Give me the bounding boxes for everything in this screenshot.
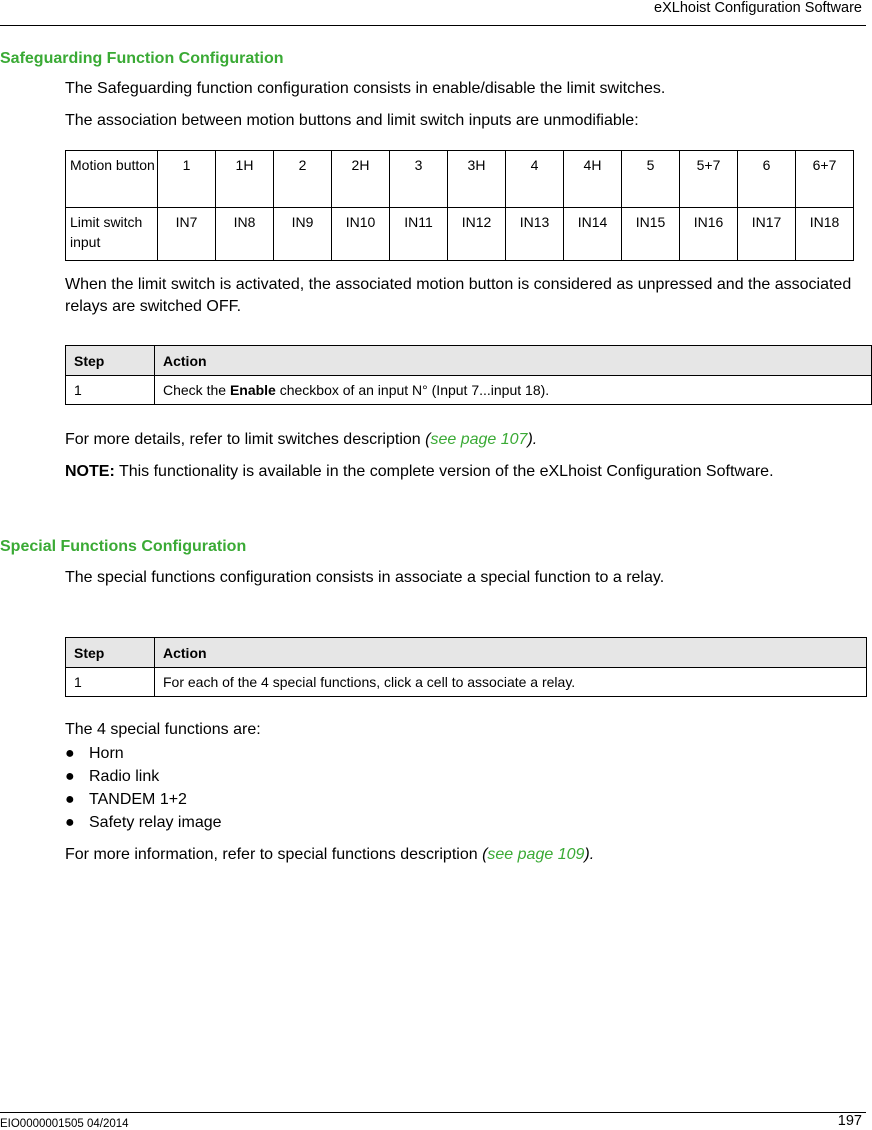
motion-button-cell: 3: [390, 151, 448, 208]
limit-input-cell: IN7: [158, 208, 216, 261]
limit-activated-text: When the limit switch is activated, the associated motion button is considered as unpressed and the associated relays are switched OFF.: [65, 276, 852, 315]
step-number: 1: [66, 668, 155, 697]
table-row: [66, 668, 867, 697]
special-functions-list: [65, 742, 222, 834]
safeguarding-heading: Safeguarding Function Configuration: [0, 50, 284, 67]
step-column-header: Step: [66, 346, 155, 376]
motion-limit-table: [65, 150, 854, 261]
footer-document-id: EIO0000001505 04/2014: [0, 1118, 129, 1130]
limit-input-cell: IN8: [216, 208, 274, 261]
list-item: ● TANDEM 1+2: [65, 788, 222, 811]
limit-switch-row: [66, 208, 854, 261]
motion-button-row: [66, 151, 854, 208]
footer-page-number: 197: [837, 1113, 862, 1129]
limit-input-cell: IN9: [274, 208, 332, 261]
limit-input-cell: IN16: [680, 208, 738, 261]
step-action: For each of the 4 special functions, click a cell to associate a relay.: [155, 668, 867, 697]
motion-button-cell: 3H: [448, 151, 506, 208]
note-label: NOTE:: [65, 463, 115, 480]
special-info-text: For more information, refer to special functions description (see page 109).: [65, 846, 595, 863]
action-column-header: Action: [155, 346, 872, 376]
bullet-icon: ●: [65, 791, 75, 808]
safeguarding-assoc-text: The association between motion buttons and limit switch inputs are unmodifiable:: [65, 112, 639, 129]
motion-button-cell: 5: [622, 151, 680, 208]
motion-button-cell: 6+7: [796, 151, 854, 208]
footer-rule: [0, 1112, 866, 1113]
see-page-107-link[interactable]: see page 107: [430, 431, 528, 448]
limit-input-cell: IN15: [622, 208, 680, 261]
limit-input-cell: IN18: [796, 208, 854, 261]
special-list-intro: The 4 special functions are:: [65, 721, 261, 738]
step-column-header: Step: [66, 638, 155, 668]
limit-details-text: For more details, refer to limit switches description (see page 107).: [65, 431, 538, 448]
motion-button-cell: 1H: [216, 151, 274, 208]
motion-button-cell: 4H: [564, 151, 622, 208]
row-label-motion-button: Motion button: [66, 151, 158, 208]
safeguarding-intro: The Safeguarding function configuration consists in enable/disable the limit switches.: [65, 80, 666, 97]
special-functions-intro: The special functions configuration consists in associate a special function to a relay.: [65, 569, 665, 586]
motion-button-cell: 2H: [332, 151, 390, 208]
step-action: Check the Enable checkbox of an input N° (Input 7...input 18).: [155, 376, 872, 405]
limit-input-cell: IN14: [564, 208, 622, 261]
list-item: ● Horn: [65, 742, 222, 765]
limit-input-cell: IN12: [448, 208, 506, 261]
running-header-title: eXLhoist Configuration Software: [654, 0, 862, 16]
list-item: ● Radio link: [65, 765, 222, 788]
limit-input-cell: IN17: [738, 208, 796, 261]
table-row: [66, 376, 872, 405]
see-page-109-link[interactable]: see page 109: [487, 846, 585, 863]
motion-button-cell: 1: [158, 151, 216, 208]
header-rule: [0, 25, 866, 26]
enable-keyword: Enable: [229, 382, 276, 398]
motion-button-cell: 2: [274, 151, 332, 208]
motion-button-cell: 4: [506, 151, 564, 208]
step-number: 1: [66, 376, 155, 405]
bullet-icon: ●: [65, 745, 75, 762]
row-label-limit-switch-input: Limit switch input: [66, 208, 158, 261]
motion-button-cell: 5+7: [680, 151, 738, 208]
bullet-icon: ●: [65, 814, 75, 831]
action-column-header: Action: [155, 638, 867, 668]
limit-input-cell: IN11: [390, 208, 448, 261]
motion-button-cell: 6: [738, 151, 796, 208]
limit-input-cell: IN10: [332, 208, 390, 261]
list-item: ● Safety relay image: [65, 811, 222, 834]
safeguarding-steps-table: [65, 345, 872, 405]
limit-input-cell: IN13: [506, 208, 564, 261]
note-text: NOTE: This functionality is available in the complete version of the eXLhoist Configuration Software.: [65, 463, 774, 480]
special-functions-heading: Special Functions Configuration: [0, 538, 247, 555]
bullet-icon: ●: [65, 768, 75, 785]
special-steps-table: [65, 637, 867, 697]
